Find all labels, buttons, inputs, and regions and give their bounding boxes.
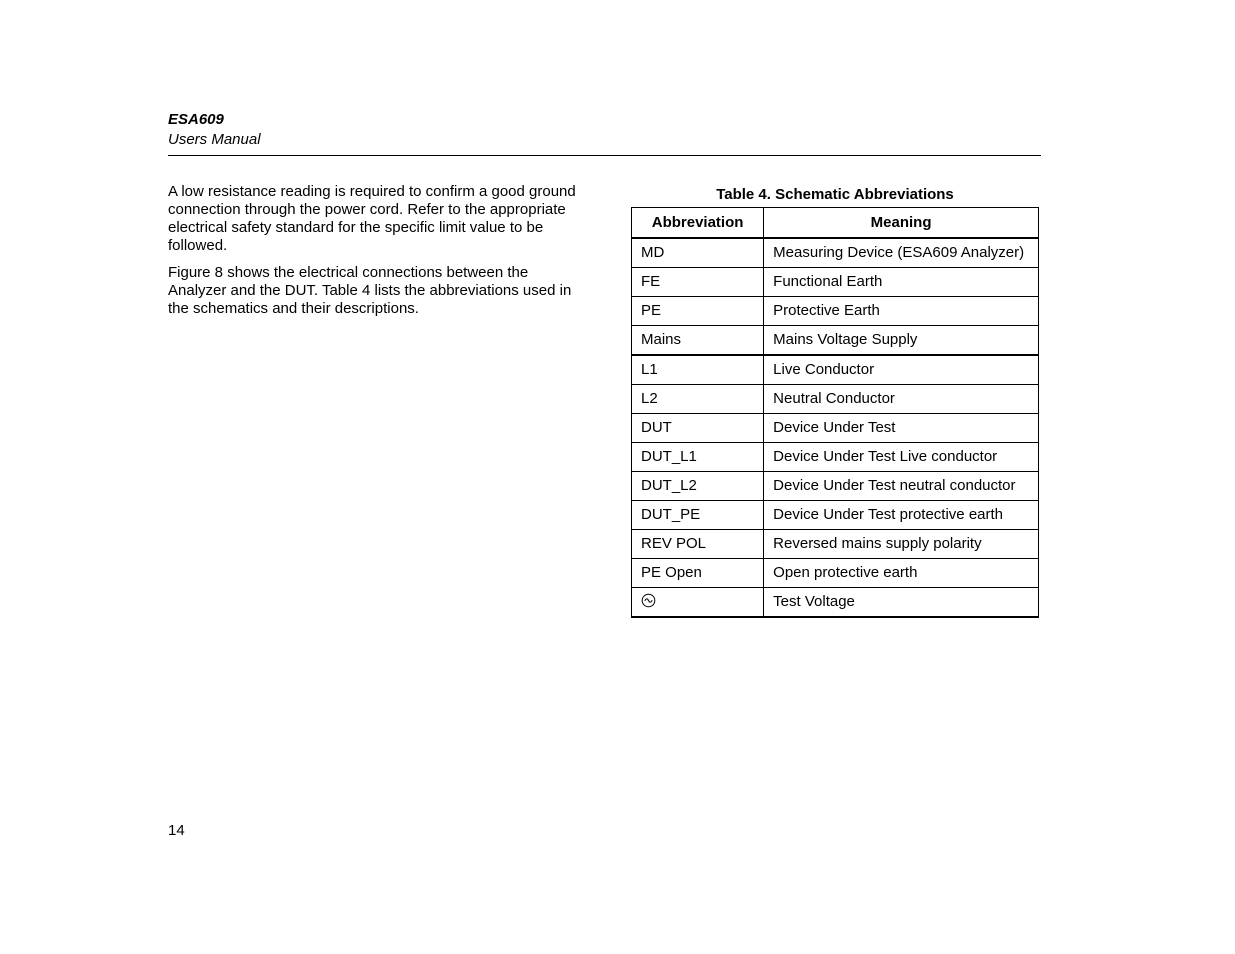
abbreviation-cell: PE [632,297,764,326]
table-row [632,385,1039,414]
table-row [632,588,1039,618]
table-row [632,472,1039,501]
meaning-cell: Device Under Test Live conductor [764,443,1039,472]
meaning-cell: Device Under Test neutral conductor [764,472,1039,501]
table-row [632,297,1039,326]
paragraph-ground-connection: A low resistance reading is required to confirm a good ground connection through the power cord. Refer to the appropriate electrical safety standard for the specific limit value to be followed. [168,183,576,254]
abbreviation-cell: PE Open [632,559,764,588]
meaning-cell: Device Under Test [764,414,1039,443]
meaning-cell: Functional Earth [764,268,1039,297]
meaning-cell: Live Conductor [764,355,1039,385]
column-header-meaning: Meaning [764,208,1039,239]
model-name: ESA609 [168,111,224,128]
abbreviation-cell: REV POL [632,530,764,559]
abbreviation-cell [632,588,764,618]
meaning-cell: Mains Voltage Supply [764,326,1039,356]
manual-subtitle: Users Manual [168,131,261,148]
abbreviation-cell: DUT [632,414,764,443]
meaning-cell: Protective Earth [764,297,1039,326]
table-row [632,501,1039,530]
table-row [632,530,1039,559]
column-header-abbreviation: Abbreviation [632,208,764,239]
table-row [632,559,1039,588]
meaning-cell: Neutral Conductor [764,385,1039,414]
meaning-cell: Device Under Test protective earth [764,501,1039,530]
abbreviations-table [631,207,1039,618]
table-row [632,414,1039,443]
table-row [632,355,1039,385]
paragraph-figure-reference: Figure 8 shows the electrical connections between the Analyzer and the DUT. Table 4 lists the abbreviations used in the schematics and their descriptions. [168,264,572,317]
abbreviation-cell: DUT_PE [632,501,764,530]
abbreviation-cell: FE [632,268,764,297]
table-row [632,326,1039,356]
table-row [632,268,1039,297]
test-voltage-icon [641,593,656,608]
abbreviation-cell: DUT_L1 [632,443,764,472]
table-row [632,443,1039,472]
table-title: Table 4. Schematic Abbreviations [716,186,954,203]
meaning-cell: Reversed mains supply polarity [764,530,1039,559]
body-text [168,183,588,327]
meaning-cell: Test Voltage [764,588,1039,618]
page-header [168,111,1041,156]
page-number: 14 [168,822,185,839]
abbreviation-cell: Mains [632,326,764,356]
meaning-cell: Measuring Device (ESA609 Analyzer) [764,238,1039,268]
abbreviation-cell: DUT_L2 [632,472,764,501]
abbreviation-cell: L1 [632,355,764,385]
meaning-cell: Open protective earth [764,559,1039,588]
table-row [632,238,1039,268]
table-header-row [632,208,1039,239]
abbreviation-cell: L2 [632,385,764,414]
abbreviation-cell: MD [632,238,764,268]
